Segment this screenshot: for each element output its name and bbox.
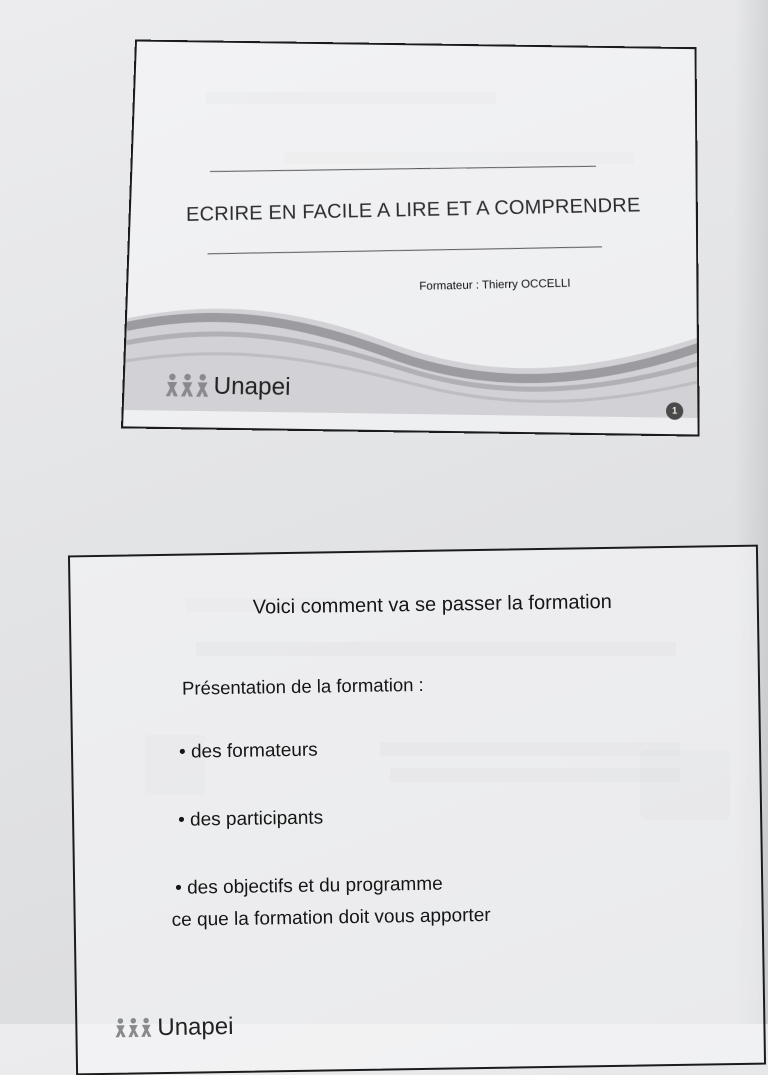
title-rule-bottom — [208, 246, 602, 254]
unapei-logo — [113, 1013, 233, 1043]
bullet-item: • des participants — [177, 807, 324, 831]
trainer-name: Formateur : Thierry OCCELLI — [419, 277, 571, 293]
slide-1-title — [121, 40, 700, 437]
logo-text: Unapei — [213, 372, 291, 402]
slide-2-content — [68, 545, 766, 1075]
logo-text: Unapei — [157, 1012, 234, 1042]
slide-heading: Voici comment va se passer la formation — [252, 590, 612, 619]
section-intro: Présentation de la formation : — [181, 673, 424, 699]
unapei-figures-icon — [113, 1016, 153, 1041]
page-number-badge: 1 — [666, 402, 683, 420]
bullet-item: • des formateurs — [178, 739, 318, 763]
unapei-logo — [165, 372, 291, 402]
bullet-item: • des objectifs et du programme — [175, 873, 443, 899]
bullet-subline: ce que la formation doit vous apporter — [171, 904, 491, 931]
slide-title: ECRIRE EN FACILE A LIRE ET A COMPRENDRE — [186, 194, 641, 226]
title-rule-top — [210, 166, 596, 172]
unapei-figures-icon — [165, 372, 210, 401]
